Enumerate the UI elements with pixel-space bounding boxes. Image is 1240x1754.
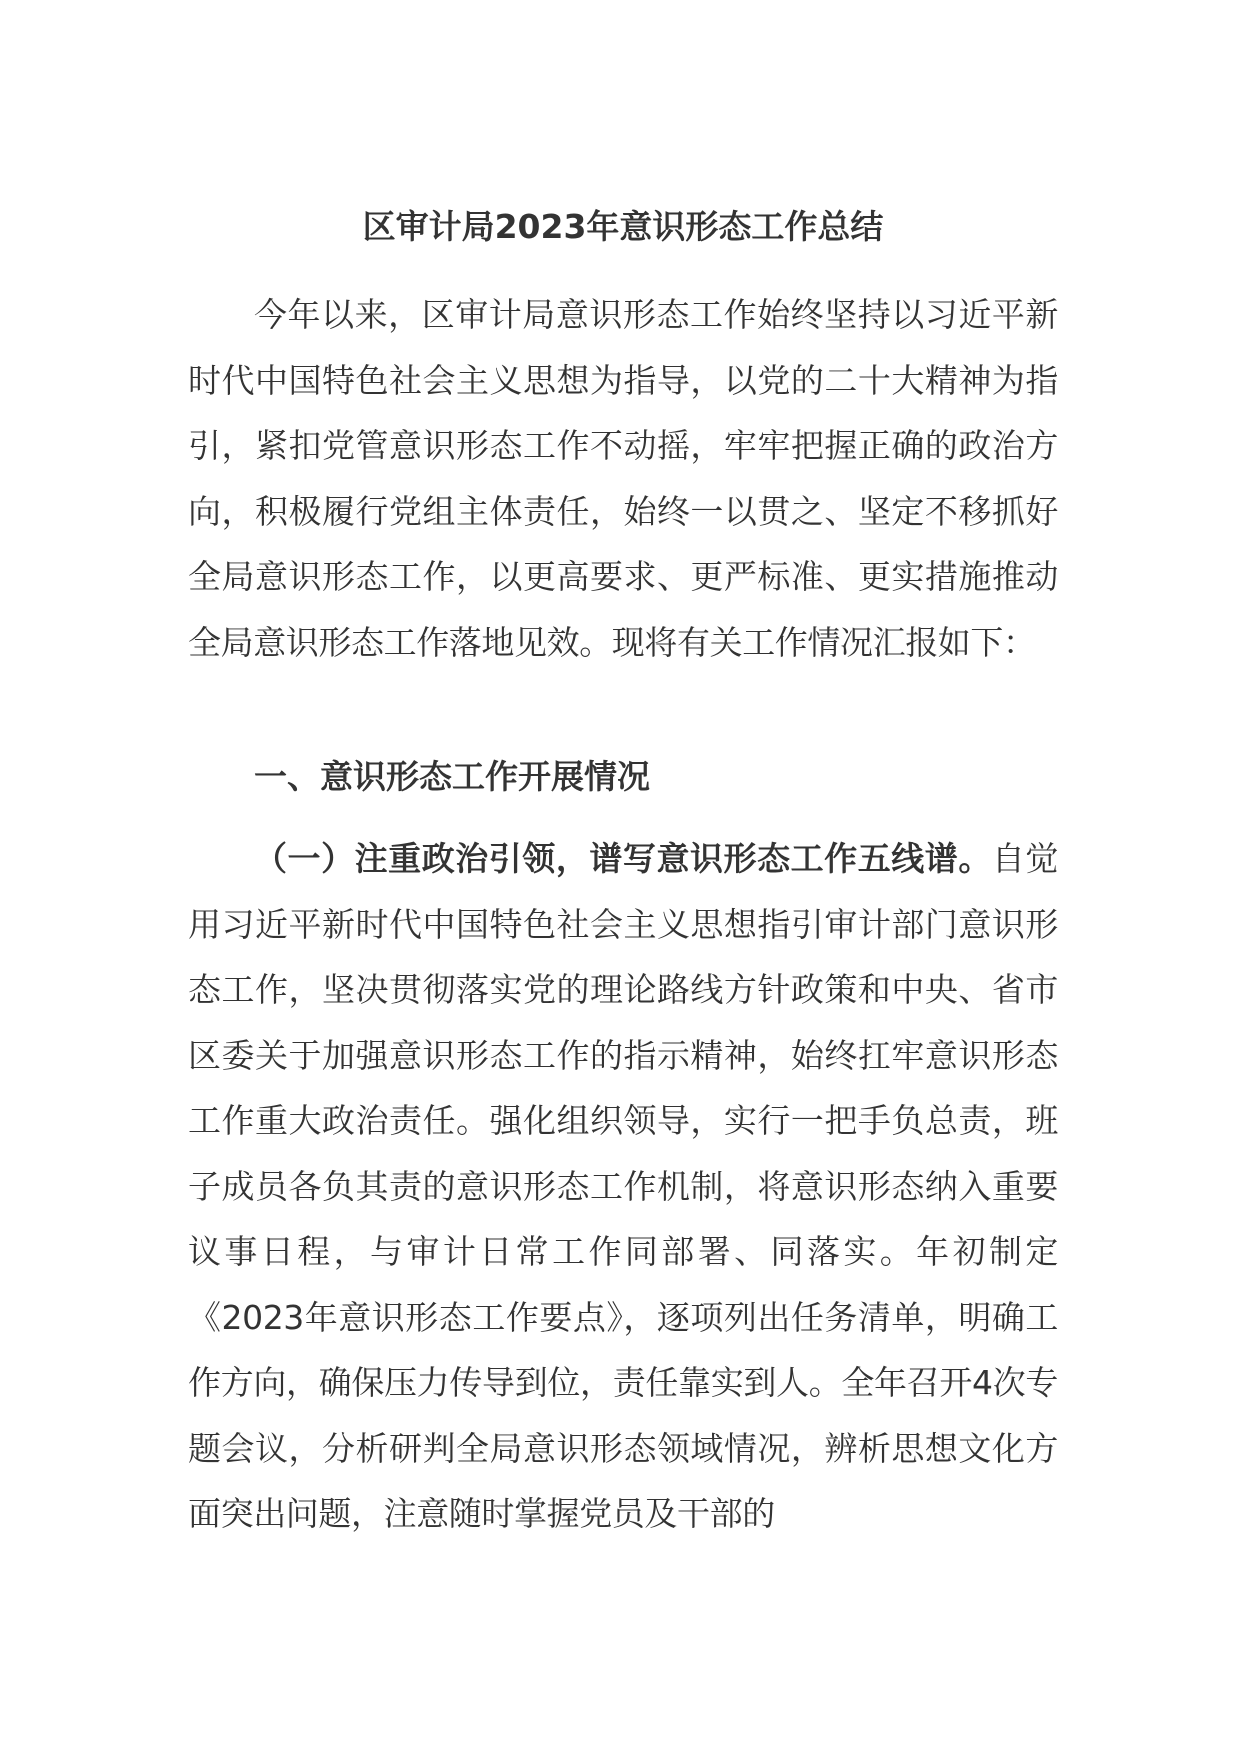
section-heading: 一、意识形态工作开展情况 <box>254 757 650 796</box>
paragraph-body: 自觉用习近平新时代中国特色社会主义思想指引审计部门意识形态工作，坚决贯彻落实党的理论路线方针政策和中央、省市区委关于加强意识形态工作的指示精神，始终扛牢意识形态工作重大政治责任。强化组织领导，实行一把手负总责，班子成员各负其责的意识形态工作机制，将意识形态纳入重要议事日程，与审计日常工作同部署、同落实。年初制定《2023年意识形态工作要点》，逐项列出任务清单，明确工作方向，确保压力传导到位，责任靠实到人。全年召开4次专题会议，分析研判全局意识形态领域情况，辨析思想文化方面突出问题，注意随时掌握党员及干部的 <box>188 839 1058 1533</box>
paragraph-lead: （一）注重政治引领，谱写意识形态工作五线谱。 <box>254 839 992 878</box>
document-title: 区审计局2023年意识形态工作总结 <box>362 207 884 246</box>
intro-paragraph: 今年以来，区审计局意识形态工作始终坚持以习近平新时代中国特色社会主义思想为指导，以党的二十大精神为指引，紧扣党管意识形态工作不动摇，牢牢把握正确的政治方向，积极履行党组主体责任，始终一以贯之、坚定不移抓好全局意识形态工作，以更高要求、更严标准、更实措施推动全局意识形态工作落地见效。现将有关工作情况汇报如下： <box>188 295 1058 662</box>
section-paragraph <box>188 826 1058 1547</box>
